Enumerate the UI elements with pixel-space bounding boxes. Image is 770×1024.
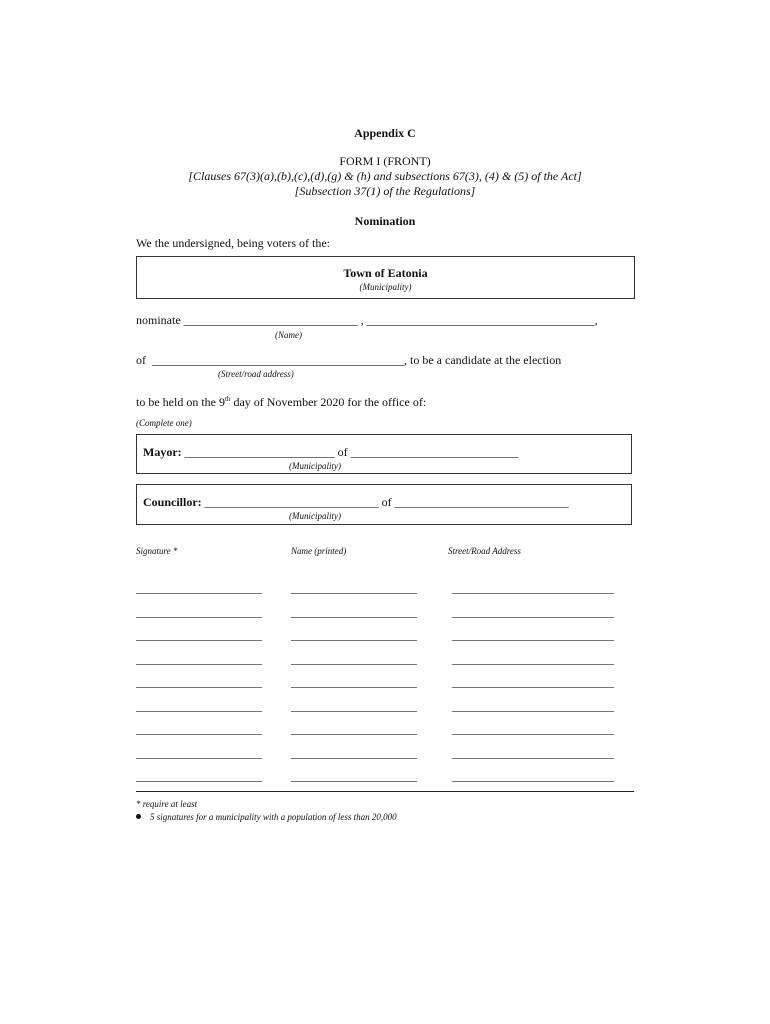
nominee-address-field[interactable]: __________________________________________: [152, 353, 404, 367]
signature-field[interactable]: _____________________: [136, 722, 262, 736]
candidate-text: , to be a candidate at the election: [404, 353, 562, 367]
name-printed-header: Name (printed): [291, 546, 347, 556]
appendix-title: Appendix C: [354, 126, 416, 140]
signature-field[interactable]: _____________________: [136, 604, 262, 619]
street-address-field[interactable]: ___________________________: [452, 604, 614, 619]
footnote-bullet-item: [136, 812, 397, 822]
municipality-caption: (Municipality): [359, 282, 412, 292]
street-address-field[interactable]: ___________________________: [452, 651, 614, 666]
address-line: [136, 353, 561, 368]
signature-field[interactable]: _____________________: [136, 698, 262, 713]
signature-field[interactable]: _____________________: [136, 769, 262, 783]
nominate-line: [136, 313, 598, 328]
mayor-municipality-caption: (Municipality): [289, 461, 341, 471]
footnote-bullet-text: 5 signatures for a municipality with a population of less than 20,000: [150, 812, 397, 822]
signature-header: Signature *: [136, 546, 178, 556]
election-date-line: [136, 395, 426, 410]
councillor-box: [136, 484, 632, 525]
name-printed-field[interactable]: _____________________: [291, 698, 417, 713]
municipality-name: Town of Eatonia: [343, 266, 428, 280]
clauses-reference: [Clauses 67(3)(a),(b),(c),(d),(g) & (h) and subsections 67(3), (4) & (5) of the Act]: [188, 169, 582, 183]
mayor-label: Mayor:: [143, 445, 182, 459]
name-printed-field[interactable]: _____________________: [291, 604, 417, 619]
councillor-fields[interactable]: _____________________________ of _____________________________: [201, 495, 569, 509]
form-title: FORM I (FRONT): [339, 154, 431, 168]
street-address-field[interactable]: ___________________________: [452, 698, 614, 713]
street-address-field[interactable]: ___________________________: [452, 722, 614, 736]
street-address-field[interactable]: ___________________________: [452, 581, 614, 595]
name-printed-field[interactable]: _____________________: [291, 722, 417, 736]
name-printed-field[interactable]: _____________________: [291, 769, 417, 783]
name-printed-field[interactable]: _____________________: [291, 745, 417, 760]
election-date-suffix: day of November 2020 for the office of:: [230, 395, 427, 409]
nominate-label: nominate: [136, 313, 181, 327]
signature-field[interactable]: _____________________: [136, 745, 262, 760]
street-address-field[interactable]: ___________________________: [452, 769, 614, 783]
councillor-municipality-caption: (Municipality): [289, 511, 341, 521]
regulations-reference: [Subsection 37(1) of the Regulations]: [294, 184, 476, 198]
street-address-field[interactable]: ___________________________: [452, 628, 614, 642]
bullet-icon: [136, 814, 141, 819]
name-printed-field[interactable]: _____________________: [291, 675, 417, 689]
complete-one-note: (Complete one): [136, 418, 192, 428]
nomination-heading: Nomination: [354, 214, 416, 228]
signature-field[interactable]: _____________________: [136, 581, 262, 595]
mayor-fields[interactable]: _________________________ of ____________________________: [181, 445, 519, 459]
municipality-box: [136, 256, 635, 299]
signature-field[interactable]: _____________________: [136, 628, 262, 642]
signature-field[interactable]: _____________________: [136, 651, 262, 666]
signature-field[interactable]: _____________________: [136, 675, 262, 689]
name-printed-field[interactable]: _____________________: [291, 581, 417, 595]
street-address-header: Street/Road Address: [448, 546, 521, 556]
of-label: of: [136, 353, 146, 367]
date-ordinal: th: [224, 395, 231, 403]
footnote-note: * require at least: [136, 799, 198, 809]
mayor-box: [136, 434, 632, 474]
intro-text: We the undersigned, being voters of the:: [136, 236, 330, 250]
street-address-field[interactable]: ___________________________: [452, 745, 614, 760]
name-printed-field[interactable]: _____________________: [291, 628, 417, 642]
nominee-name-field[interactable]: _____________________________ , ______________________________________,: [183, 313, 598, 327]
councillor-line[interactable]: [143, 495, 569, 510]
mayor-line[interactable]: [143, 445, 519, 460]
name-caption: (Name): [275, 330, 302, 340]
footnote-divider: [136, 791, 634, 792]
street-address-field[interactable]: ___________________________: [452, 675, 614, 689]
name-printed-field[interactable]: _____________________: [291, 651, 417, 666]
election-date-prefix: to be held on the 9: [136, 395, 225, 409]
address-caption: (Street/road address): [218, 369, 294, 379]
councillor-label: Councillor:: [143, 495, 202, 509]
